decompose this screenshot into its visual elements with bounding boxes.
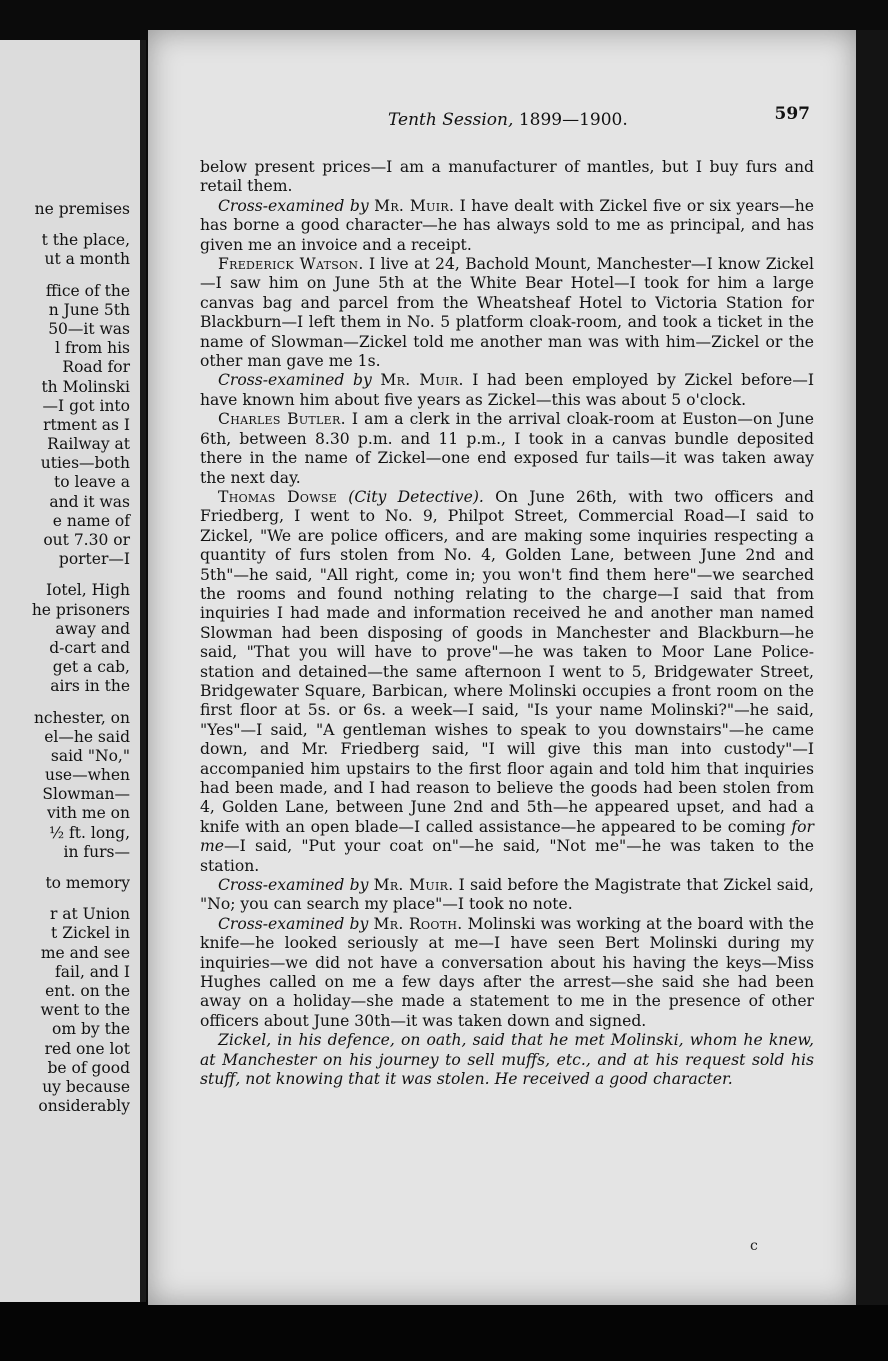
paragraph: below present prices—I am a manufacturer of mantles, but I buy furs and retail them. xyxy=(200,158,814,196)
previous-page-line: r at Union xyxy=(49,905,130,924)
previous-page-line: ffice of the xyxy=(45,281,130,300)
scan-background xyxy=(0,1300,888,1361)
previous-page-line: el—he said xyxy=(44,727,130,746)
page-number: 597 xyxy=(774,104,810,124)
previous-page-line: out 7.30 or xyxy=(43,531,130,549)
previous-page-line: to memory xyxy=(45,874,130,892)
previous-page-line: onsiderably xyxy=(38,1097,130,1116)
previous-page-line: away and xyxy=(55,619,130,638)
previous-page-line: Railway at xyxy=(47,435,130,454)
previous-page-line: use—when xyxy=(44,766,130,785)
previous-page-line: porter—I xyxy=(58,550,130,569)
previous-page-line xyxy=(0,697,130,709)
previous-page-line: Road for xyxy=(62,358,130,377)
previous-page-line: to leave a xyxy=(54,473,130,492)
previous-page-line: t the place, xyxy=(41,231,130,250)
defence-statement: Zickel, in his defence, on oath, said that he met Molinski, whom he knew, at Manchester on his journey to sell muffs, etc., and at his request sold his stuff, not knowing that it was stolen. He received a good character. xyxy=(200,1031,814,1089)
previous-page-line: fail, and I xyxy=(55,962,130,981)
previous-page-line: said "No," xyxy=(50,746,130,765)
paragraph: Cross-examined by Mr. Muir. I have dealt with Zickel five or six years—he has borne a good character—he has always sold to me as principal, and has given me an invoice and a receipt. xyxy=(200,196,814,254)
page-edge xyxy=(856,30,888,1305)
previous-page-line: ne premises xyxy=(34,200,130,218)
paragraph: Cross-examined by Mr. Muir. I said before the Magistrate that Zickel said, "No; you can search my place"—I took no note. xyxy=(200,876,814,914)
previous-page-line: ½ ft. long, xyxy=(49,823,130,842)
previous-page-line: uy because xyxy=(42,1077,130,1096)
previous-page-line: Slowman— xyxy=(42,785,130,804)
previous-page-line: in furs— xyxy=(63,842,130,861)
previous-page-line xyxy=(0,862,130,874)
previous-page-line: be of good xyxy=(47,1058,130,1077)
document-page xyxy=(148,30,856,1305)
previous-page-line: rtment as I xyxy=(43,415,130,434)
previous-page-line: uties—both xyxy=(40,454,130,473)
previous-page-line xyxy=(0,219,130,231)
signature-mark: c xyxy=(750,1238,758,1254)
previous-page-strip xyxy=(0,40,146,1302)
previous-page-line: ent. on the xyxy=(45,981,130,1000)
previous-page-line xyxy=(0,569,130,581)
previous-page-line: th Molinski xyxy=(41,377,130,396)
paragraph: Charles Butler. I am a clerk in the arrival cloak-room at Euston—on June 6th, between 8.30 p.m. and 11 p.m., I took in a canvas bundle deposited there in the name of Zickel—one end exposed fur tails—it was taken away the next day. xyxy=(200,410,815,487)
previous-page-line: l from his xyxy=(55,339,130,358)
previous-page-line: ut a month xyxy=(44,250,130,269)
paragraph: Cross-examined by Mr. Rooth. Molinski was working at the board with the knife—he looked seriously at me—I have seen Bert Molinski during my inquiries—we did not have a conversation about his having the keys—Miss Hughes called on me a few days after the arrest—she said she had been away on a holiday—she made a statement to me in the presence of other officers about June 30th—it was taken down and signed. xyxy=(200,914,815,1030)
previous-page-line: red one lot xyxy=(44,1039,130,1058)
previous-page-line: me and see xyxy=(40,943,130,962)
previous-page-line: went to the xyxy=(40,1001,130,1020)
previous-page-line: and it was xyxy=(49,492,130,511)
previous-page-text xyxy=(0,200,130,1116)
session-title: Tenth Session, 1899—1900. xyxy=(388,110,628,130)
previous-page-line: get a cab, xyxy=(52,658,130,677)
previous-page-line: t Zickel in xyxy=(51,924,130,943)
previous-page-line: —I got into xyxy=(42,396,130,415)
previous-page-line: nchester, on xyxy=(33,708,130,727)
previous-page-line: he prisoners xyxy=(31,600,130,619)
previous-page-line xyxy=(0,893,130,905)
transcript-body xyxy=(200,158,814,1090)
previous-page-line: Iotel, High xyxy=(45,581,130,600)
previous-page-line: e name of xyxy=(52,511,130,530)
paragraph: Frederick Watson. I live at 24, Bachold Mount, Manchester—I know Zickel—I saw him on June 5th at the White Bear Hotel—I took for him a large canvas bag and parcel from the Wheatsheaf Hotel to Victoria Station for Blackburn—I left them in No. 5 platform cloak-room, and took a ticket in the name of Slowman—Zickel told me another man was with him—Zickel or the other man gave me 1s. xyxy=(200,255,814,371)
previous-page-line: vith me on xyxy=(47,804,130,823)
previous-page-line: airs in the xyxy=(50,677,130,696)
previous-page-line: n June 5th xyxy=(48,300,130,319)
previous-page-line: d-cart and xyxy=(49,638,130,657)
paragraph: Cross-examined by Mr. Muir. I had been employed by Zickel before—I have known him about five years as Zickel—this was about 5 o'clock. xyxy=(200,371,814,409)
previous-page-line: om by the xyxy=(52,1020,130,1039)
previous-page-line: 50—it was xyxy=(48,319,130,338)
previous-page-line xyxy=(0,270,130,282)
paragraph: Thomas Dowse (City Detective). On June 26th, with two officers and Friedberg, I went to No. 9, Philpot Street, Commercial Road—I said to Zickel, "We are police officers, and are making some inquiries respecting a quantity of furs stolen from No. 4, Golden Lane, between June 2nd and 5th"—he said, "All right, come in; you won't find them here"—we searched the rooms and found nothing relating to the charge—I said that from inquiries I had made and information received he and another man named Slowman had been disposing of goods in Manchester and Blackburn—he said, "That you will have to prove"—he was taken to Moor Lane Police-station and detained—the same afternoon I went to 5, Bridgewater Street, Bridgewater Square, Barbican, where Molinski occupies a front room on the first floor at 5s. or 6s. a week—I said, "Is your name Molinski?"—he said, "Yes"—I said, "A gentleman wishes to speak to you downstairs"—he came down, and Mr. Friedberg said, "I will give this man into custody"—I accompanied him upstairs to the first floor again and told him that inquiries had been made, and I had reason to believe the goods had been stolen from 4, Golden Lane, between June 2nd and 5th—he appeared upset, and had a knife with an open blade—I called assistance—he appeared to be coming for me—I said, "Put your coat on"—he said, "Not me"—he was taken to the station. xyxy=(200,487,814,875)
